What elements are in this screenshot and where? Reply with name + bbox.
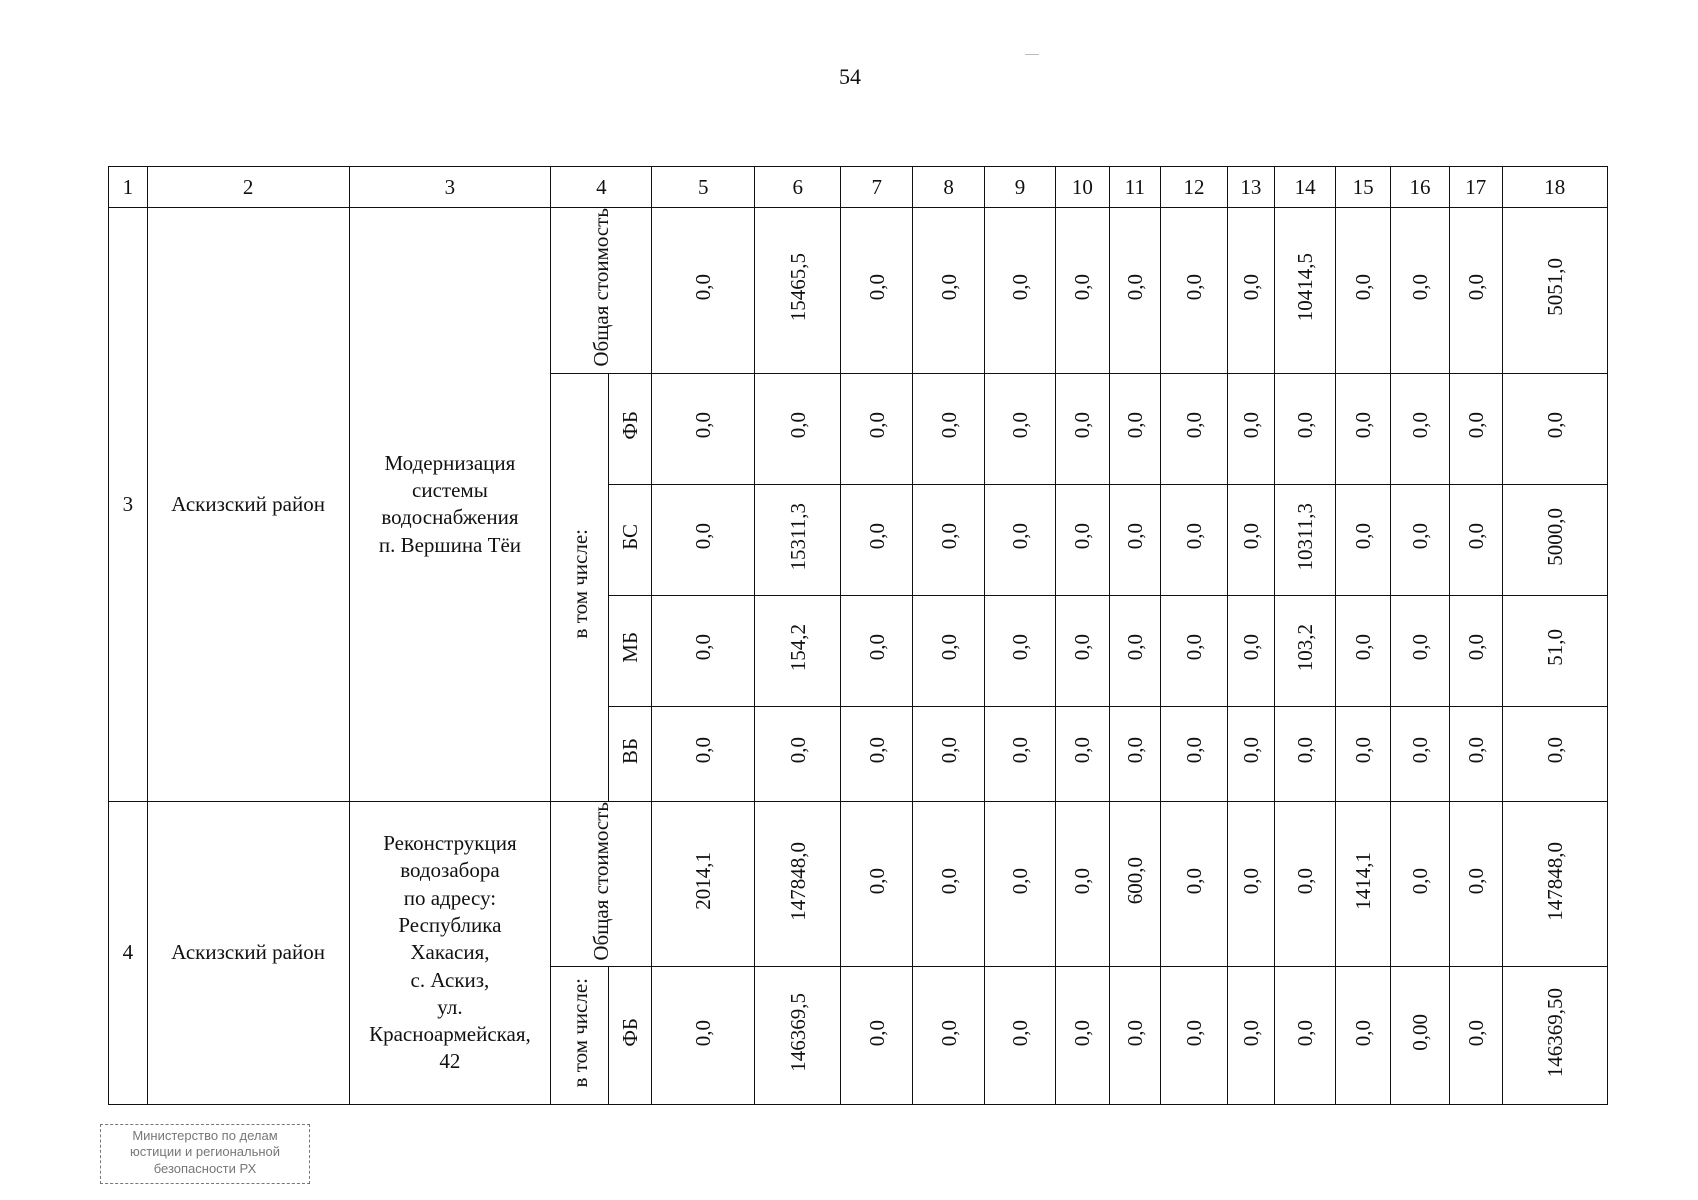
value-text: 0,0 bbox=[1007, 412, 1032, 439]
value-text: 0,0 bbox=[864, 737, 889, 764]
value-cell bbox=[1274, 595, 1335, 706]
ministry-stamp bbox=[100, 1124, 310, 1184]
funding-source-label bbox=[609, 967, 652, 1105]
value-text: 146369,50 bbox=[1542, 988, 1567, 1078]
row-number: 3 bbox=[109, 208, 148, 802]
value-text: 0,0 bbox=[1181, 523, 1206, 550]
value-cell bbox=[1274, 706, 1335, 801]
header-row bbox=[109, 167, 1608, 208]
value-text: 0,0 bbox=[1463, 867, 1488, 895]
value-text: 147848,0 bbox=[785, 841, 810, 921]
table-row bbox=[109, 208, 1608, 374]
column-number: 5 bbox=[652, 167, 755, 208]
value-cell bbox=[1390, 706, 1449, 801]
value-text: 0,0 bbox=[1070, 412, 1095, 439]
value-cell bbox=[841, 595, 913, 706]
value-cell bbox=[1449, 706, 1502, 801]
value-cell bbox=[1055, 967, 1109, 1105]
value-text: 0,0 bbox=[1463, 634, 1488, 661]
value-text: 0,0 bbox=[1181, 634, 1206, 661]
value-cell bbox=[1274, 373, 1335, 484]
value-cell bbox=[1227, 967, 1274, 1105]
value-cell bbox=[1055, 208, 1109, 374]
value-cell bbox=[1336, 801, 1391, 967]
value-text: 0,0 bbox=[1350, 412, 1375, 439]
including-text: в том числе: bbox=[567, 977, 592, 1088]
value-text: 0,0 bbox=[1007, 1019, 1032, 1046]
value-text: 0,0 bbox=[691, 274, 716, 301]
value-cell bbox=[1055, 484, 1109, 595]
value-cell bbox=[1336, 595, 1391, 706]
value-cell bbox=[1161, 208, 1228, 374]
value-cell bbox=[652, 208, 755, 374]
value-text: 600,0 bbox=[1122, 857, 1147, 905]
column-number: 6 bbox=[755, 167, 841, 208]
value-text: 0,0 bbox=[1181, 1019, 1206, 1046]
value-cell bbox=[1227, 208, 1274, 374]
page-number: 54 bbox=[839, 64, 861, 89]
value-text: 0,0 bbox=[1350, 274, 1375, 301]
value-cell bbox=[1502, 484, 1607, 595]
value-text: 5000,0 bbox=[1542, 507, 1567, 566]
value-text: 0,0 bbox=[1463, 412, 1488, 439]
stamp-line: юстиции и региональной bbox=[129, 1144, 281, 1160]
project-line: Хакасия, bbox=[410, 940, 490, 965]
value-text: 0,0 bbox=[1238, 737, 1263, 764]
value-cell bbox=[841, 208, 913, 374]
value-text: 0,0 bbox=[1407, 634, 1432, 661]
column-number: 11 bbox=[1109, 167, 1161, 208]
row-number: 4 bbox=[109, 801, 148, 1105]
value-text: 0,0 bbox=[1070, 634, 1095, 661]
value-cell bbox=[985, 706, 1056, 801]
value-text: 0,0 bbox=[1238, 634, 1263, 661]
value-text: 10311,3 bbox=[1293, 502, 1318, 571]
including-label bbox=[551, 373, 609, 801]
value-text: 0,0 bbox=[936, 274, 961, 301]
value-cell bbox=[913, 706, 985, 801]
value-cell bbox=[1055, 706, 1109, 801]
value-text: 0,0 bbox=[864, 523, 889, 550]
value-text: 0,0 bbox=[1463, 523, 1488, 550]
value-text: 0,0 bbox=[1070, 867, 1095, 895]
value-text: 0,0 bbox=[691, 737, 716, 764]
column-number: 3 bbox=[349, 167, 551, 208]
value-text: 0,0 bbox=[936, 523, 961, 550]
value-text: 0,0 bbox=[1542, 412, 1567, 439]
value-text: 0,0 bbox=[1407, 867, 1432, 895]
value-cell bbox=[1390, 484, 1449, 595]
district: Аскизский район bbox=[147, 208, 349, 802]
value-cell bbox=[1055, 373, 1109, 484]
value-cell bbox=[652, 967, 755, 1105]
value-text: 0,0 bbox=[1122, 737, 1147, 764]
value-text: 0,0 bbox=[691, 412, 716, 439]
value-cell bbox=[841, 706, 913, 801]
value-text: 0,0 bbox=[1122, 634, 1147, 661]
value-text: 2014,1 bbox=[691, 852, 716, 910]
value-text: 0,0 bbox=[1293, 867, 1318, 895]
value-cell bbox=[652, 595, 755, 706]
value-text: 147848,0 bbox=[1542, 841, 1567, 921]
column-number: 18 bbox=[1502, 167, 1607, 208]
funding-source-text: ФБ bbox=[618, 411, 643, 440]
value-text: 0,0 bbox=[1007, 867, 1032, 895]
value-text: 0,0 bbox=[1350, 523, 1375, 550]
value-cell bbox=[1109, 373, 1161, 484]
value-cell bbox=[1274, 208, 1335, 374]
value-cell bbox=[913, 595, 985, 706]
value-cell bbox=[755, 484, 841, 595]
column-number: 16 bbox=[1390, 167, 1449, 208]
value-cell bbox=[1449, 208, 1502, 374]
column-number: 9 bbox=[985, 167, 1056, 208]
value-cell bbox=[913, 373, 985, 484]
value-text: 0,0 bbox=[1350, 1019, 1375, 1046]
funding-source-text: БС bbox=[618, 523, 643, 550]
project-name bbox=[349, 208, 551, 802]
value-cell bbox=[1449, 801, 1502, 967]
value-text: 0,0 bbox=[864, 274, 889, 301]
value-cell bbox=[1390, 595, 1449, 706]
project-line: 42 bbox=[439, 1049, 461, 1074]
value-cell bbox=[1109, 484, 1161, 595]
value-text: 0,0 bbox=[936, 1019, 961, 1046]
value-text: 0,0 bbox=[1463, 274, 1488, 301]
value-text: 0,0 bbox=[1293, 1019, 1318, 1046]
value-cell bbox=[841, 967, 913, 1105]
value-cell bbox=[1336, 208, 1391, 374]
value-text: 0,0 bbox=[1181, 737, 1206, 764]
value-cell bbox=[1449, 373, 1502, 484]
value-cell bbox=[1336, 373, 1391, 484]
value-cell bbox=[1502, 967, 1607, 1105]
value-text: 1414,1 bbox=[1350, 852, 1375, 910]
value-cell bbox=[1390, 967, 1449, 1105]
value-text: 0,0 bbox=[1293, 737, 1318, 764]
scan-mark bbox=[1025, 54, 1039, 55]
value-text: 0,0 bbox=[1007, 634, 1032, 661]
value-text: 0,0 bbox=[1122, 274, 1147, 301]
district: Аскизский район bbox=[147, 801, 349, 1105]
value-cell bbox=[1390, 208, 1449, 374]
value-cell bbox=[913, 208, 985, 374]
value-cell bbox=[1055, 801, 1109, 967]
value-text: 146369,5 bbox=[785, 993, 810, 1073]
funding-source-text: ФБ bbox=[618, 1018, 643, 1048]
stamp-line: безопасности РХ bbox=[153, 1160, 257, 1176]
column-number: 17 bbox=[1449, 167, 1502, 208]
value-text: 0,0 bbox=[1350, 634, 1375, 661]
value-text: 0,0 bbox=[936, 412, 961, 439]
value-text: 0,0 bbox=[864, 634, 889, 661]
column-number: 8 bbox=[913, 167, 985, 208]
value-text: 0,0 bbox=[1293, 412, 1318, 439]
value-text: 0,0 bbox=[1238, 1019, 1263, 1046]
value-cell bbox=[1161, 484, 1228, 595]
project-line: Модернизация bbox=[384, 450, 516, 475]
value-text: 0,0 bbox=[1407, 523, 1432, 550]
value-cell bbox=[1336, 706, 1391, 801]
value-text: 0,0 bbox=[785, 412, 810, 439]
value-cell bbox=[1109, 595, 1161, 706]
value-text: 0,0 bbox=[691, 634, 716, 661]
value-cell bbox=[755, 706, 841, 801]
value-cell bbox=[652, 373, 755, 484]
project-line: с. Аскиз, bbox=[410, 967, 490, 992]
project-line: Красноармейская, bbox=[369, 1022, 531, 1047]
value-text: 0,0 bbox=[864, 1019, 889, 1046]
value-cell bbox=[1109, 208, 1161, 374]
value-cell bbox=[1449, 484, 1502, 595]
funding-source-label bbox=[609, 373, 652, 484]
table-row bbox=[109, 801, 1608, 967]
total-cost-label bbox=[551, 801, 652, 967]
value-text: 0,0 bbox=[1070, 737, 1095, 764]
value-cell bbox=[1161, 595, 1228, 706]
value-cell bbox=[1502, 208, 1607, 374]
funding-source-label bbox=[609, 484, 652, 595]
value-text: 0,0 bbox=[1463, 1019, 1488, 1046]
value-text: 51,0 bbox=[1542, 629, 1567, 666]
value-text: 0,0 bbox=[1238, 867, 1263, 895]
value-cell bbox=[652, 801, 755, 967]
value-text: 0,0 bbox=[1070, 274, 1095, 301]
value-text: 0,0 bbox=[1181, 412, 1206, 439]
column-number: 13 bbox=[1227, 167, 1274, 208]
project-line: Реконструкция bbox=[383, 831, 517, 856]
column-number: 12 bbox=[1161, 167, 1228, 208]
project-name bbox=[349, 801, 551, 1105]
value-text: 0,0 bbox=[785, 737, 810, 764]
value-cell bbox=[1161, 373, 1228, 484]
value-text: 0,0 bbox=[1181, 274, 1206, 301]
value-cell bbox=[841, 801, 913, 967]
value-cell bbox=[755, 208, 841, 374]
value-cell bbox=[1227, 484, 1274, 595]
value-cell bbox=[1161, 967, 1228, 1105]
value-cell bbox=[755, 595, 841, 706]
value-text: 0,0 bbox=[1070, 1019, 1095, 1046]
value-text: 5051,0 bbox=[1542, 258, 1567, 317]
value-cell bbox=[1502, 595, 1607, 706]
value-text: 0,0 bbox=[1122, 412, 1147, 439]
value-text: 0,0 bbox=[1070, 523, 1095, 550]
including-label bbox=[551, 967, 609, 1105]
project-line: водозабора bbox=[400, 858, 500, 883]
value-cell bbox=[841, 484, 913, 595]
value-cell bbox=[1274, 967, 1335, 1105]
value-text: 0,0 bbox=[936, 634, 961, 661]
value-cell bbox=[1109, 706, 1161, 801]
value-text: 0,0 bbox=[1463, 737, 1488, 764]
value-cell bbox=[1227, 373, 1274, 484]
value-cell bbox=[652, 706, 755, 801]
column-number: 1 bbox=[109, 167, 148, 208]
value-text: 0,0 bbox=[1238, 274, 1263, 301]
value-text: 0,0 bbox=[1007, 523, 1032, 550]
value-cell bbox=[985, 484, 1056, 595]
value-cell bbox=[841, 373, 913, 484]
value-text: 103,2 bbox=[1293, 623, 1318, 672]
project-line: системы bbox=[412, 478, 488, 502]
value-text: 0,0 bbox=[1350, 737, 1375, 764]
project-line: по адресу: bbox=[403, 885, 497, 910]
column-number: 4 bbox=[551, 167, 652, 208]
value-cell bbox=[1055, 595, 1109, 706]
value-cell bbox=[1502, 801, 1607, 967]
funding-source-label bbox=[609, 595, 652, 706]
value-cell bbox=[985, 208, 1056, 374]
column-number: 7 bbox=[841, 167, 913, 208]
value-cell bbox=[985, 373, 1056, 484]
value-cell bbox=[913, 967, 985, 1105]
value-cell bbox=[1336, 484, 1391, 595]
value-text: 0,0 bbox=[936, 737, 961, 764]
stamp-line: Министерство по делам bbox=[132, 1128, 278, 1143]
budget-table bbox=[108, 166, 1608, 1105]
total-cost-text: Общая стоимость bbox=[589, 801, 614, 961]
value-text: 0,0 bbox=[1122, 523, 1147, 550]
value-cell bbox=[1502, 373, 1607, 484]
column-number: 15 bbox=[1336, 167, 1391, 208]
value-text: 15311,3 bbox=[785, 502, 810, 571]
value-cell bbox=[1227, 595, 1274, 706]
value-cell bbox=[755, 801, 841, 967]
value-cell bbox=[755, 967, 841, 1105]
project-line: ул. bbox=[437, 994, 463, 1019]
value-text: 0,0 bbox=[1122, 1019, 1147, 1046]
value-text: 0,0 bbox=[1407, 274, 1432, 301]
column-number: 10 bbox=[1055, 167, 1109, 208]
value-text: 154,2 bbox=[785, 623, 810, 672]
value-cell bbox=[1109, 801, 1161, 967]
value-cell bbox=[1502, 706, 1607, 801]
including-text: в том числе: bbox=[567, 529, 592, 639]
value-cell bbox=[1109, 967, 1161, 1105]
project-line: водоснабжения bbox=[381, 505, 519, 530]
funding-source-text: ВБ bbox=[618, 737, 643, 764]
value-text: 0,0 bbox=[1542, 737, 1567, 764]
funding-source-text: МБ bbox=[618, 632, 643, 663]
value-text: 0,0 bbox=[1181, 867, 1206, 895]
value-cell bbox=[985, 967, 1056, 1105]
value-cell bbox=[985, 801, 1056, 967]
value-text: 0,0 bbox=[1007, 274, 1032, 301]
column-number: 2 bbox=[147, 167, 349, 208]
value-cell bbox=[1390, 373, 1449, 484]
value-cell bbox=[913, 801, 985, 967]
value-cell bbox=[913, 484, 985, 595]
total-cost-label bbox=[551, 208, 652, 374]
value-text: 0,0 bbox=[864, 412, 889, 439]
project-line: Республика bbox=[398, 912, 502, 937]
value-cell bbox=[985, 595, 1056, 706]
value-cell bbox=[1161, 801, 1228, 967]
value-text: 0,00 bbox=[1407, 1014, 1432, 1052]
value-cell bbox=[1161, 706, 1228, 801]
value-cell bbox=[652, 484, 755, 595]
value-text: 0,0 bbox=[936, 867, 961, 895]
value-text: 0,0 bbox=[1238, 523, 1263, 550]
value-text: 0,0 bbox=[1407, 737, 1432, 764]
value-text: 0,0 bbox=[691, 1019, 716, 1046]
value-cell bbox=[1274, 484, 1335, 595]
value-cell bbox=[1336, 967, 1391, 1105]
value-cell bbox=[1227, 801, 1274, 967]
total-cost-text: Общая стоимость bbox=[589, 208, 614, 367]
value-text: 0,0 bbox=[1007, 737, 1032, 764]
value-text: 10414,5 bbox=[1293, 253, 1318, 322]
value-cell bbox=[1449, 967, 1502, 1105]
value-cell bbox=[1274, 801, 1335, 967]
value-cell bbox=[1449, 595, 1502, 706]
value-text: 0,0 bbox=[691, 523, 716, 550]
value-text: 0,0 bbox=[1238, 412, 1263, 439]
project-line: п. Вершина Тёи bbox=[378, 532, 522, 557]
value-cell bbox=[755, 373, 841, 484]
value-text: 0,0 bbox=[864, 867, 889, 895]
funding-source-label bbox=[609, 706, 652, 801]
value-cell bbox=[1227, 706, 1274, 801]
column-number: 14 bbox=[1274, 167, 1335, 208]
value-text: 0,0 bbox=[1407, 412, 1432, 439]
value-cell bbox=[1390, 801, 1449, 967]
value-text: 15465,5 bbox=[785, 253, 810, 322]
